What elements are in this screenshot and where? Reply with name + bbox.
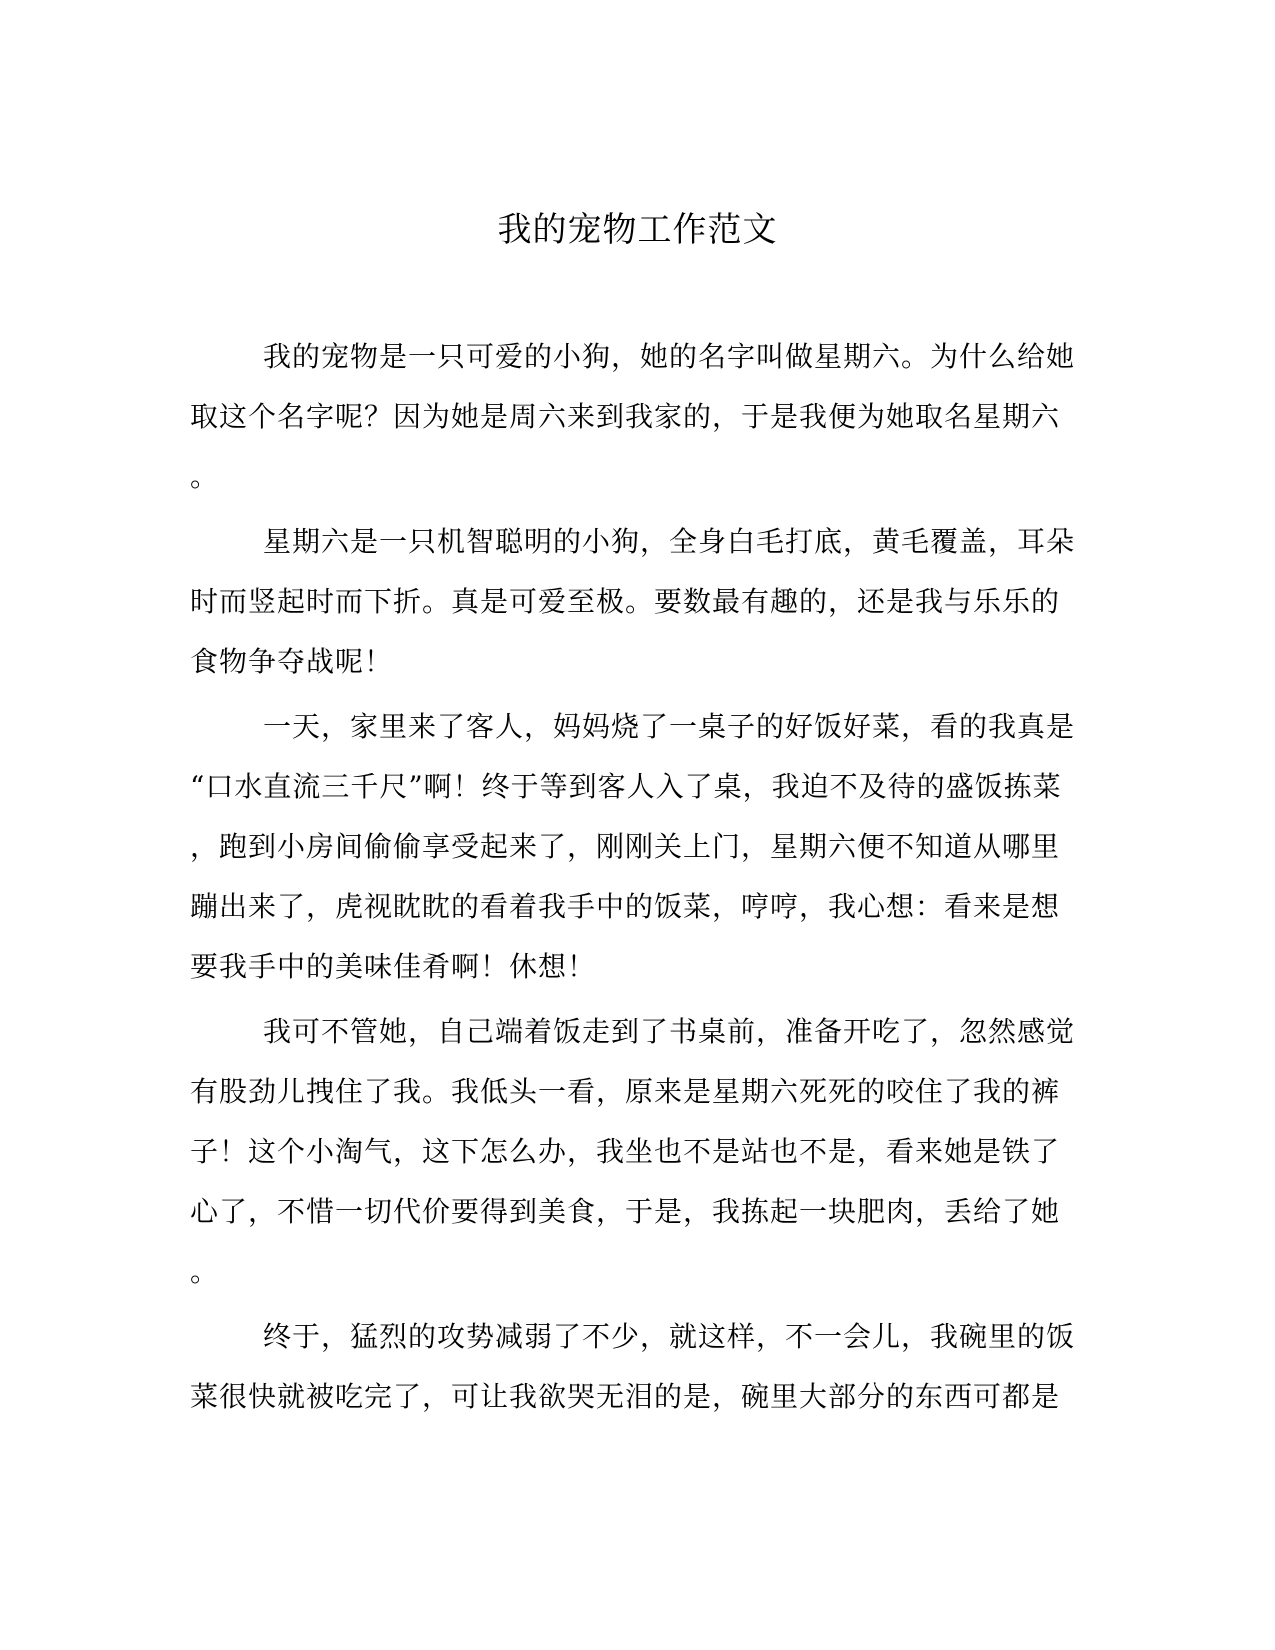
paragraph (190, 512, 1078, 692)
paragraph (190, 1002, 1078, 1302)
text-line: 菜很快就被吃完了，可让我欲哭无泪的是，碗里大部分的东西可都是 (190, 1380, 1061, 1413)
paragraph (190, 327, 1078, 507)
text-line: 要我手中的美味佳肴啊！休想！ (190, 950, 597, 983)
text-line: 时而竖起时而下折。真是可爱至极。要数最有趣的，还是我与乐乐的 (190, 585, 1061, 618)
text-line: 蹦出来了，虎视眈眈的看着我手中的饭菜，哼哼，我心想：看来是想 (190, 890, 1061, 923)
text-line: 。 (190, 460, 220, 493)
text-line: “口水直流三千尺”啊！终于等到客人入了桌，我迫不及待的盛饭拣菜 (190, 770, 1062, 803)
text-line: 食物争夺战呢！ (190, 645, 394, 678)
paragraph (190, 697, 1078, 997)
text-line: 我的宠物是一只可爱的小狗，她的名字叫做星期六。为什么给她 (263, 340, 1076, 373)
text-line: 。 (190, 1255, 220, 1288)
text-line: 终于，猛烈的攻势减弱了不少，就这样，不一会儿，我碗里的饭 (263, 1320, 1076, 1353)
text-line: ，跑到小房间偷偷享受起来了，刚刚关上门，星期六便不知道从哪里 (190, 830, 1061, 863)
text-line: 子！这个小淘气，这下怎么办，我坐也不是站也不是，看来她是铁了 (190, 1135, 1061, 1168)
text-line: 星期六是一只机智聪明的小狗，全身白毛打底，黄毛覆盖，耳朵 (263, 525, 1076, 558)
document-title: 我的宠物工作范文 (497, 210, 778, 250)
text-line: 我可不管她，自己端着饭走到了书桌前，准备开吃了，忽然感觉 (263, 1015, 1076, 1048)
text-line: 取这个名字呢？因为她是周六来到我家的，于是我便为她取名星期六 (190, 400, 1061, 433)
text-line: 心了，不惜一切代价要得到美食，于是，我拣起一块肥肉，丢给了她 (190, 1195, 1061, 1228)
document-body (190, 327, 1078, 1427)
text-line: 有股劲儿拽住了我。我低头一看，原来是星期六死死的咬住了我的裤 (190, 1075, 1061, 1108)
paragraph (190, 1307, 1078, 1427)
text-line: 一天，家里来了客人，妈妈烧了一桌子的好饭好菜，看的我真是 (263, 710, 1076, 743)
